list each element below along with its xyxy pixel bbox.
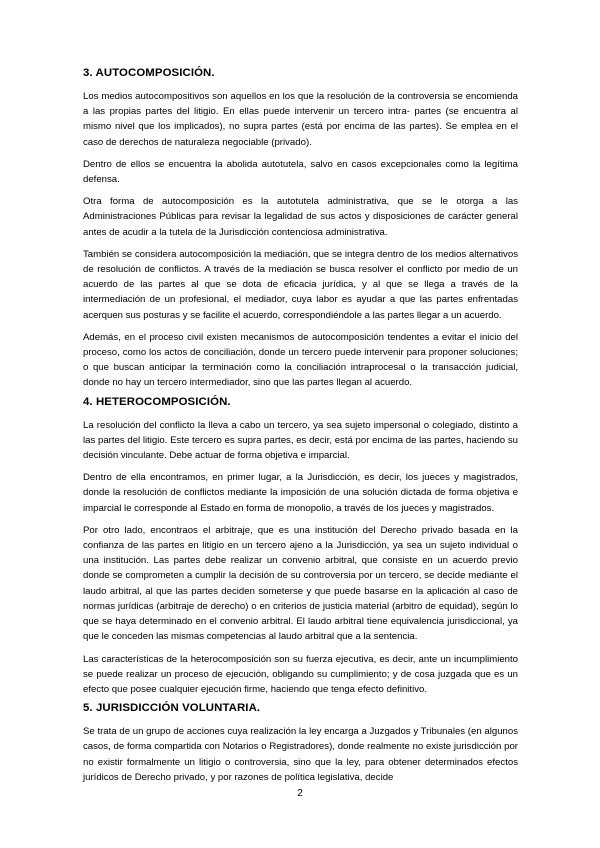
- paragraph: También se considera autocomposición la mediación, que se integra dentro de los medios alternativos de resolución de conflictos. A través de la mediación se busca resolver el conflicto por medio de un acuerdo de las partes al que se dota de eficacia jurídica, y al que se llega a través de la intermediación de un profesional, el mediador, cuya labor es ayudar a que las partes enfrentadas acerquen sus posturas y se facilite el acuerdo, correspondiéndole a las partes llegar a un acuerdo.: [83, 248, 518, 321]
- paragraph: Se trata de un grupo de acciones cuya realización la ley encarga a Juzgados y Tribunales (en algunos casos, de forma compartida con Notarios o Registradores), donde realmente no existe jurisdicción por no existir formalmente un litigio o controversia, sino que la ley, para obtener determinados efectos jurídicos de Derecho privado, y por razones de política legislativa, decide: [83, 726, 518, 783]
- section-heterocomposicion: [83, 395, 518, 697]
- page-number: 2: [297, 788, 303, 799]
- paragraph: Las características de la heterocomposición son su fuerza ejecutiva, es decir, ante un incumplimiento se puede realizar un proceso de ejecución, obligando su cumplimiento; y de cosa juzgada que es un efecto que posee cualquier ejecución firme, haciendo que tenga efecto definitivo.: [83, 653, 518, 695]
- paragraph: Los medios autocompositivos son aquellos en los que la resolución de la controversia se encomienda a las propias partes del litigio. En ellas puede intervenir un tercero intra- partes (se encuentra al mismo nivel que los implicados), no supra partes (está por encima de las partes). Se emplea en el caso de derechos de naturaleza negociable (privado).: [83, 91, 518, 148]
- paragraph: Dentro de ella encontramos, en primer lugar, a la Jurisdicción, es decir, los jueces y magistrados, donde la resolución de conflictos mediante la imposición de una solución dictada de forma objetiva e imparcial le corresponde al Estado en forma de monopolio, a través de los jueces y magistrados.: [83, 472, 518, 514]
- paragraph: Dentro de ellos se encuentra la abolida autotutela, salvo en casos excepcionales como la legítima defensa.: [83, 158, 518, 186]
- paragraph: Por otro lado, encontraos el arbitraje, que es una institución del Derecho privado basada en la confianza de las partes en litigio en un tercero ajeno a la Jurisdicción, ya sea un sujeto individual o una institución. Las partes debe realizar un convenio arbitral, que consiste en un acuerdo previo donde se comprometen a cumplir la decisión de su controversia por un tercero, se decide mediante el laudo arbitral, al que las partes deciden someterse y que puede basarse en la aplicación al caso de normas jurídicas (arbitraje de derecho) o en criterios de justicia material (arbitro de equidad), según lo que se haya determinado en el convenio arbitral. El laudo arbitral tiene equivalencia jurisdiccional, ya que le conceden las mismas competencias al laudo arbitral que a la sentencia.: [83, 524, 518, 643]
- section-heading: 4. HETEROCOMPOSICIÓN.: [83, 395, 231, 408]
- section-heading: 3. AUTOCOMPOSICIÓN.: [83, 67, 215, 79]
- section-jurisdiccion-voluntaria: [83, 701, 518, 785]
- paragraph: La resolución del conflicto la lleva a cabo un tercero, ya sea sujeto impersonal o colegiado, distinto a las partes del litigio. Este tercero es supra partes, es decir, está por encima de las partes, haciendo su decisión vinculante. Debe actuar de forma objetiva e imparcial.: [83, 419, 518, 462]
- paragraph: Otra forma de autocomposición es la autotutela administrativa, que se le otorga a las Administraciones Públicas para revisar la legalidad de sus actos y disposiciones de carácter general antes de acudir a la tutela de la Jurisdicción contenciosa administrativa.: [83, 196, 518, 238]
- section-heading: 5. JURISDICCIÓN VOLUNTARIA.: [83, 702, 261, 715]
- paragraph: Además, en el proceso civil existen mecanismos de autocomposición tendentes a evitar el inicio del proceso, como los actos de conciliación, donde un tercero puede intervenir para proponer soluciones; o que buscan anticipar la terminación como la conciliación intraprocesal o la transacción judicial, donde no hay un tercero intermediador, sino que las partes llegan al acuerdo.: [83, 331, 518, 389]
- section-autocomposicion: [83, 66, 518, 391]
